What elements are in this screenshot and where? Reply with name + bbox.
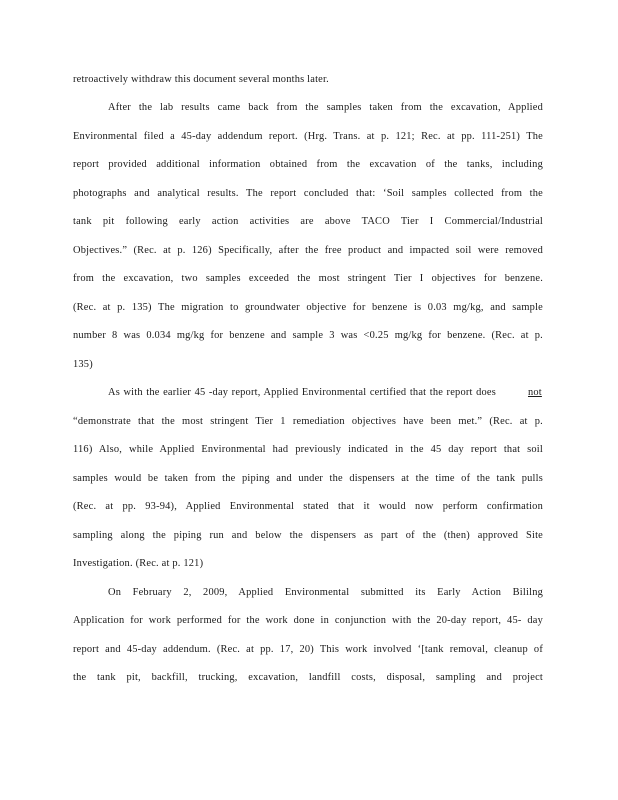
text-line: tank pit following early action activities are above TACO Tier I Commercial/Industrial	[73, 216, 543, 227]
text-line: report provided additional information obtained from the excavation of the tanks, including	[73, 159, 543, 170]
text-line: 135)	[73, 359, 93, 370]
text-line: Environmental filed a 45-day addendum report. (Hrg. Trans. at p. 121; Rec. at pp. 111-251) The	[73, 131, 543, 142]
text-line: 116) Also, while Applied Environmental had previously indicated in the 45 day report that soil	[73, 444, 543, 455]
text-line: After the lab results came back from the samples taken from the excavation, Applied	[108, 102, 543, 113]
text-line: photographs and analytical results. The report concluded that: ‘Soil samples collected from the	[73, 188, 543, 199]
text-line: As with the earlier 45 -day report, Applied Environmental certified that the report does	[108, 387, 496, 398]
text-line: Application for work performed for the work done in conjunction with the 20-day report, 45- day	[73, 615, 543, 626]
text-line: Investigation. (Rec. at p. 121)	[73, 558, 204, 569]
underlined-word: not	[528, 387, 542, 398]
text-line: “demonstrate that the most stringent Tier 1 remediation objectives have been met.” (Rec. at p.	[73, 416, 543, 427]
text-line: sampling along the piping run and below the dispensers as part of the (then) approved Site	[73, 530, 543, 541]
text-line: report and 45-day addendum. (Rec. at pp. 17, 20) This work involved ‘[tank removal, cleanup of	[73, 644, 543, 655]
text-line: On February 2, 2009, Applied Environmental submitted its Early Action Bililng	[108, 587, 543, 598]
text-line: Objectives.” (Rec. at p. 126) Specifically, after the free product and impacted soil were removed	[73, 245, 543, 256]
text-line: (Rec. at p. 135) The migration to groundwater objective for benzene is 0.03 mg/kg, and sample	[73, 302, 543, 313]
text-line: (Rec. at pp. 93-94), Applied Environmental stated that it would now perform confirmation	[73, 501, 543, 512]
text-line: from the excavation, two samples exceeded the most stringent Tier I objectives for benzene.	[73, 273, 543, 284]
text-line: samples would be taken from the piping and under the dispensers at the time of the tank pulls	[73, 473, 543, 484]
text-line: number 8 was 0.034 mg/kg for benzene and sample 3 was <0.25 mg/kg for benzene. (Rec. at p.	[73, 330, 543, 341]
text-line: the tank pit, backfill, trucking, excavation, landfill costs, disposal, sampling and project	[73, 672, 543, 683]
text-line: retroactively withdraw this document several months later.	[73, 74, 329, 85]
